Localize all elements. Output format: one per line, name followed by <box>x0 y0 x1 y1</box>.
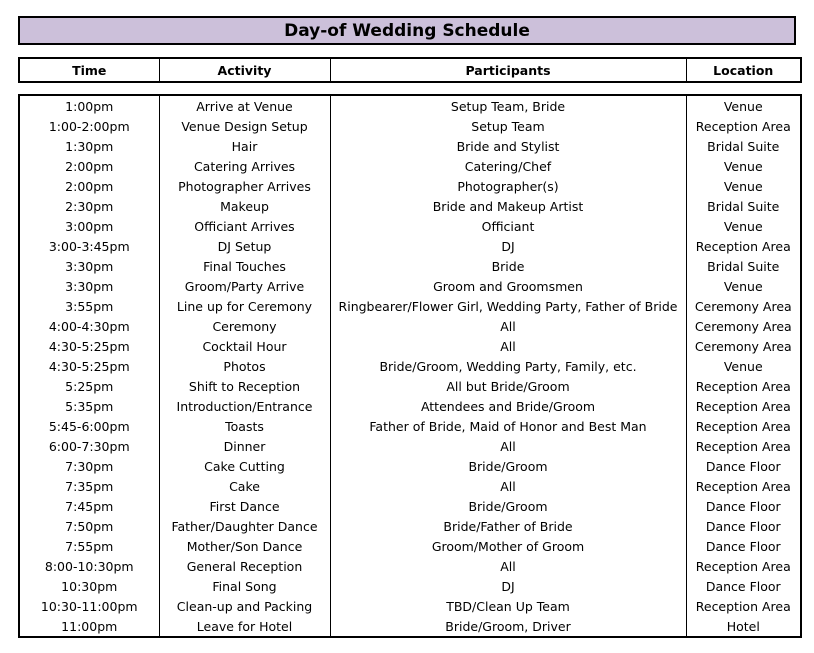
activity-cell: Officiant Arrives <box>159 216 330 236</box>
table-row <box>19 416 801 436</box>
location-cell: Dance Floor <box>705 498 781 514</box>
table-row <box>19 536 801 556</box>
table-row <box>19 316 801 336</box>
table-row <box>19 136 801 156</box>
time-cell: 7:45pm <box>19 496 159 516</box>
participants-cell: Father of Bride, Maid of Honor and Best Man <box>330 416 686 436</box>
table-row <box>19 456 801 476</box>
location-cell: Bridal Suite <box>707 258 780 274</box>
time-cell: 8:00-10:30pm <box>19 556 159 576</box>
participants-cell: Bride/Groom, Wedding Party, Family, etc. <box>330 356 686 376</box>
time-cell: 3:55pm <box>19 296 159 316</box>
participants-cell: Photographer(s) <box>330 176 686 196</box>
activity-cell: Arrive at Venue <box>159 95 330 116</box>
location-cell: Venue <box>723 98 763 114</box>
table-row <box>19 336 801 356</box>
activity-cell: Ceremony <box>159 316 330 336</box>
time-cell: 11:00pm <box>19 616 159 637</box>
table-row <box>19 236 801 256</box>
activity-cell: Father/Daughter Dance <box>159 516 330 536</box>
table-row <box>19 476 801 496</box>
participants-cell: Bride/Groom, Driver <box>330 616 686 637</box>
activity-cell: Makeup <box>159 196 330 216</box>
activity-cell: General Reception <box>159 556 330 576</box>
time-cell: 5:25pm <box>19 376 159 396</box>
location-cell: Venue <box>723 218 763 234</box>
table-row <box>19 296 801 316</box>
table-row <box>19 156 801 176</box>
time-cell: 4:30-5:25pm <box>19 336 159 356</box>
table-header <box>18 57 802 83</box>
page-title: Day-of Wedding Schedule <box>18 16 796 45</box>
participants-cell: Bride/Groom <box>330 496 686 516</box>
location-cell: Venue <box>723 158 763 174</box>
location-cell: Reception Area <box>695 558 791 574</box>
activity-cell: DJ Setup <box>159 236 330 256</box>
time-cell: 5:45-6:00pm <box>19 416 159 436</box>
activity-cell: Groom/Party Arrive <box>159 276 330 296</box>
activity-cell: First Dance <box>159 496 330 516</box>
participants-cell: Attendees and Bride/Groom <box>330 396 686 416</box>
location-cell: Venue <box>723 358 763 374</box>
location-cell: Dance Floor <box>705 538 781 554</box>
participants-cell: All <box>330 476 686 496</box>
participants-cell: Bride/Father of Bride <box>330 516 686 536</box>
participants-cell: Officiant <box>330 216 686 236</box>
time-cell: 1:00pm <box>19 95 159 116</box>
activity-cell: Cake Cutting <box>159 456 330 476</box>
table-row <box>19 95 801 116</box>
activity-cell: Cocktail Hour <box>159 336 330 356</box>
activity-cell: Introduction/Entrance <box>159 396 330 416</box>
time-cell: 2:00pm <box>19 156 159 176</box>
column-header-activity: Activity <box>159 58 330 82</box>
time-cell: 7:55pm <box>19 536 159 556</box>
table-row <box>19 196 801 216</box>
activity-cell: Toasts <box>159 416 330 436</box>
participants-cell: DJ <box>330 236 686 256</box>
location-cell: Reception Area <box>695 598 791 614</box>
location-cell: Ceremony Area <box>694 298 792 314</box>
location-cell: Reception Area <box>695 478 791 494</box>
time-cell: 3:30pm <box>19 276 159 296</box>
participants-cell: Bride and Stylist <box>330 136 686 156</box>
participants-cell: All <box>330 316 686 336</box>
location-cell: Bridal Suite <box>707 138 780 154</box>
time-cell: 4:30-5:25pm <box>19 356 159 376</box>
activity-cell: Catering Arrives <box>159 156 330 176</box>
activity-cell: Shift to Reception <box>159 376 330 396</box>
time-cell: 6:00-7:30pm <box>19 436 159 456</box>
location-cell: Dance Floor <box>705 518 781 534</box>
time-cell: 1:00-2:00pm <box>19 116 159 136</box>
location-cell: Reception Area <box>695 438 791 454</box>
location-cell: Dance Floor <box>705 458 781 474</box>
column-header-location: Location <box>713 62 774 78</box>
table-row <box>19 356 801 376</box>
time-cell: 1:30pm <box>19 136 159 156</box>
activity-cell: Final Song <box>159 576 330 596</box>
activity-cell: Photographer Arrives <box>159 176 330 196</box>
participants-cell: DJ <box>330 576 686 596</box>
participants-cell: Groom/Mother of Groom <box>330 536 686 556</box>
time-cell: 7:50pm <box>19 516 159 536</box>
time-cell: 5:35pm <box>19 396 159 416</box>
location-cell: Reception Area <box>695 118 791 134</box>
location-cell: Venue <box>723 278 763 294</box>
participants-cell: Catering/Chef <box>330 156 686 176</box>
activity-cell: Photos <box>159 356 330 376</box>
time-cell: 10:30-11:00pm <box>19 596 159 616</box>
location-cell: Dance Floor <box>705 578 781 594</box>
participants-cell: All <box>330 556 686 576</box>
location-cell: Hotel <box>726 618 760 634</box>
participants-cell: Ringbearer/Flower Girl, Wedding Party, Father of Bride <box>330 296 686 316</box>
location-cell: Venue <box>723 178 763 194</box>
activity-cell: Leave for Hotel <box>159 616 330 637</box>
time-cell: 3:00pm <box>19 216 159 236</box>
time-cell: 2:30pm <box>19 196 159 216</box>
time-cell: 3:30pm <box>19 256 159 276</box>
participants-cell: Groom and Groomsmen <box>330 276 686 296</box>
participants-cell: All <box>330 436 686 456</box>
activity-cell: Clean-up and Packing <box>159 596 330 616</box>
participants-cell: TBD/Clean Up Team <box>330 596 686 616</box>
schedule-table <box>18 94 802 638</box>
location-cell: Reception Area <box>695 378 791 394</box>
time-cell: 10:30pm <box>19 576 159 596</box>
activity-cell: Hair <box>159 136 330 156</box>
table-row <box>19 176 801 196</box>
activity-cell: Cake <box>159 476 330 496</box>
activity-cell: Venue Design Setup <box>159 116 330 136</box>
location-cell: Reception Area <box>695 238 791 254</box>
participants-cell: Bride/Groom <box>330 456 686 476</box>
location-cell: Ceremony Area <box>694 318 792 334</box>
table-row <box>19 276 801 296</box>
time-cell: 7:30pm <box>19 456 159 476</box>
time-cell: 7:35pm <box>19 476 159 496</box>
table-row <box>19 556 801 576</box>
participants-cell: Bride <box>330 256 686 276</box>
location-cell: Ceremony Area <box>694 338 792 354</box>
table-row <box>19 596 801 616</box>
table-row <box>19 616 801 637</box>
time-cell: 2:00pm <box>19 176 159 196</box>
table-row <box>19 116 801 136</box>
participants-cell: Setup Team, Bride <box>330 95 686 116</box>
participants-cell: All but Bride/Groom <box>330 376 686 396</box>
activity-cell: Line up for Ceremony <box>159 296 330 316</box>
activity-cell: Mother/Son Dance <box>159 536 330 556</box>
participants-cell: All <box>330 336 686 356</box>
time-cell: 4:00-4:30pm <box>19 316 159 336</box>
participants-cell: Setup Team <box>330 116 686 136</box>
table-row <box>19 256 801 276</box>
table-row <box>19 436 801 456</box>
table-row <box>19 496 801 516</box>
table-row <box>19 396 801 416</box>
location-cell: Bridal Suite <box>707 198 780 214</box>
participants-cell: Bride and Makeup Artist <box>330 196 686 216</box>
table-row <box>19 576 801 596</box>
table-row <box>19 376 801 396</box>
activity-cell: Dinner <box>159 436 330 456</box>
table-row <box>19 216 801 236</box>
column-header-participants: Participants <box>330 58 686 82</box>
location-cell: Reception Area <box>695 398 791 414</box>
location-cell: Reception Area <box>695 418 791 434</box>
time-cell: 3:00-3:45pm <box>19 236 159 256</box>
activity-cell: Final Touches <box>159 256 330 276</box>
table-row <box>19 516 801 536</box>
column-header-time: Time <box>19 58 159 82</box>
